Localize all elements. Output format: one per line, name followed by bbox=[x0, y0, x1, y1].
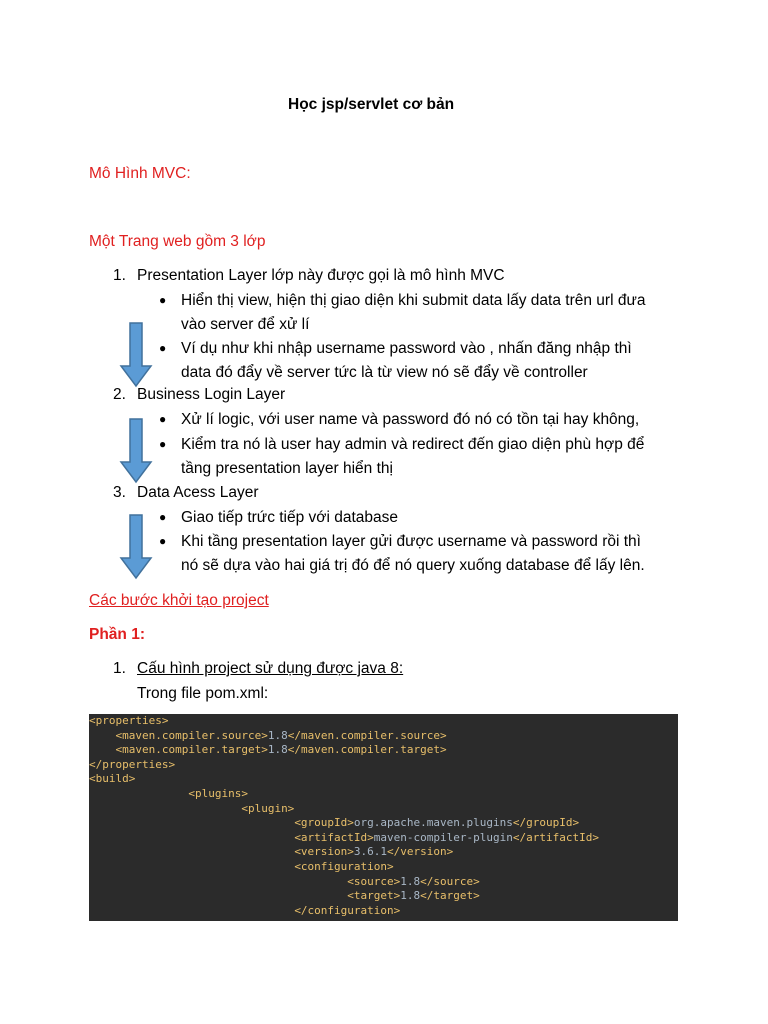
code-line bbox=[89, 758, 678, 773]
bullet-text: Ví dụ như khi nhập username password vào , nhấn đăng nhập thì bbox=[181, 340, 632, 357]
code-text bbox=[89, 831, 294, 844]
code-tag: <groupId> bbox=[294, 816, 354, 830]
code-tag: </version> bbox=[387, 845, 454, 859]
code-tag: </configuration> bbox=[294, 903, 401, 917]
code-line bbox=[89, 904, 678, 919]
code-tag: </target> bbox=[420, 889, 480, 903]
code-tag: </groupId> bbox=[512, 816, 580, 830]
list-item-continuation: tầng presentation layer hiển thị bbox=[181, 460, 393, 477]
layer-item-2 bbox=[113, 386, 285, 404]
code-tag: </maven.compiler.target> bbox=[287, 743, 447, 757]
step-number: 1. bbox=[113, 660, 126, 677]
code-block bbox=[89, 714, 678, 921]
code-tag: <plugins> bbox=[188, 786, 248, 800]
bullet-icon: ● bbox=[159, 412, 167, 426]
down-arrow-icon bbox=[119, 418, 153, 484]
layer-label: Data Acess Layer bbox=[137, 484, 259, 501]
heading-steps: Các bước khởi tạo project bbox=[89, 592, 269, 609]
code-tag: </maven.compiler.source> bbox=[287, 728, 447, 742]
step-subtext: Trong file pom.xml: bbox=[137, 685, 269, 702]
list-item bbox=[159, 340, 632, 358]
bullet-text: Xử lí logic, với user name và password đó nó có tồn tại hay không, bbox=[181, 411, 640, 428]
list-item bbox=[159, 436, 644, 454]
code-line bbox=[89, 714, 678, 729]
code-tag: <plugin> bbox=[241, 801, 295, 815]
bullet-icon: ● bbox=[159, 510, 167, 524]
code-text bbox=[89, 904, 294, 917]
code-line bbox=[89, 729, 678, 744]
list-item bbox=[159, 292, 645, 310]
code-text: org.apache.maven.plugins bbox=[353, 816, 513, 830]
code-tag: </artifactId> bbox=[512, 830, 599, 844]
code-line bbox=[89, 816, 678, 831]
layer-item-3 bbox=[113, 484, 258, 502]
code-line bbox=[89, 802, 678, 817]
bullet-icon: ● bbox=[159, 293, 167, 307]
code-line bbox=[89, 875, 678, 890]
code-text: 1.8 bbox=[400, 889, 421, 903]
code-text bbox=[89, 816, 294, 829]
code-line bbox=[89, 787, 678, 802]
down-arrow-icon bbox=[119, 322, 153, 388]
code-text bbox=[89, 875, 347, 888]
code-text: maven-compiler-plugin bbox=[373, 830, 513, 844]
step-item-1 bbox=[113, 660, 403, 678]
list-item-continuation: nó sẽ dựa vào hai giá trị đó để nó query xuống database để lấy lên. bbox=[181, 557, 645, 574]
code-tag: <artifactId> bbox=[294, 830, 374, 844]
bullet-icon: ● bbox=[159, 534, 167, 548]
code-tag: </source> bbox=[420, 874, 480, 888]
code-tag: <build> bbox=[89, 772, 136, 786]
code-tag: </properties> bbox=[89, 757, 176, 771]
code-text bbox=[89, 889, 347, 902]
code-text: 1.8 bbox=[267, 743, 288, 757]
code-text bbox=[89, 743, 116, 756]
code-line bbox=[89, 772, 678, 787]
code-tag: <maven.compiler.source> bbox=[115, 728, 268, 742]
code-line bbox=[89, 889, 678, 904]
layer-number: 1. bbox=[113, 267, 126, 284]
code-text: 1.8 bbox=[400, 874, 421, 888]
layer-number: 3. bbox=[113, 484, 126, 501]
list-item bbox=[159, 533, 641, 551]
bullet-text: Khi tầng presentation layer gửi được username và password rồi thì bbox=[181, 533, 641, 550]
code-text bbox=[89, 860, 294, 873]
code-text bbox=[89, 787, 188, 800]
list-item-continuation: vào server để xử lí bbox=[181, 316, 310, 333]
heading-part1: Phần 1: bbox=[89, 626, 145, 643]
code-text bbox=[89, 845, 294, 858]
code-tag: <properties> bbox=[89, 714, 169, 727]
heading-mvc: Mô Hình MVC: bbox=[89, 165, 191, 182]
bullet-text: Hiển thị view, hiện thị giao diện khi submit data lấy data trên url đưa bbox=[181, 292, 646, 309]
layer-item-1 bbox=[113, 267, 505, 285]
code-tag: <target> bbox=[347, 889, 401, 903]
code-line bbox=[89, 743, 678, 758]
code-tag: <configuration> bbox=[294, 859, 394, 873]
layer-label: Business Login Layer bbox=[137, 386, 286, 403]
code-tag: <version> bbox=[294, 845, 354, 859]
code-text bbox=[89, 729, 116, 742]
list-item bbox=[159, 509, 398, 527]
code-text bbox=[89, 802, 241, 815]
bullet-text: Kiểm tra nó là user hay admin và redirect đến giao diện phù hợp để bbox=[181, 436, 645, 453]
bullet-icon: ● bbox=[159, 341, 167, 355]
bullet-icon: ● bbox=[159, 437, 167, 451]
down-arrow-icon bbox=[119, 514, 153, 580]
layer-label: Presentation Layer lớp này được gọi là mô hình MVC bbox=[137, 267, 505, 284]
code-tag: <source> bbox=[347, 874, 401, 888]
bullet-text: Giao tiếp trức tiếp với database bbox=[181, 509, 398, 526]
code-line bbox=[89, 860, 678, 875]
heading-layers: Một Trang web gồm 3 lớp bbox=[89, 233, 266, 250]
code-line bbox=[89, 831, 678, 846]
code-text: 1.8 bbox=[267, 728, 288, 742]
document-title: Học jsp/servlet cơ bản bbox=[288, 96, 455, 113]
list-item bbox=[159, 411, 639, 429]
layer-number: 2. bbox=[113, 386, 126, 403]
step-label: Cấu hình project sử dụng được java 8: bbox=[137, 660, 404, 677]
code-text: 3.6.1 bbox=[353, 845, 388, 859]
list-item-continuation: data đó đẩy về server tức là từ view nó sẽ đẩy về controller bbox=[181, 364, 588, 381]
code-line bbox=[89, 845, 678, 860]
code-tag: <maven.compiler.target> bbox=[115, 743, 268, 757]
